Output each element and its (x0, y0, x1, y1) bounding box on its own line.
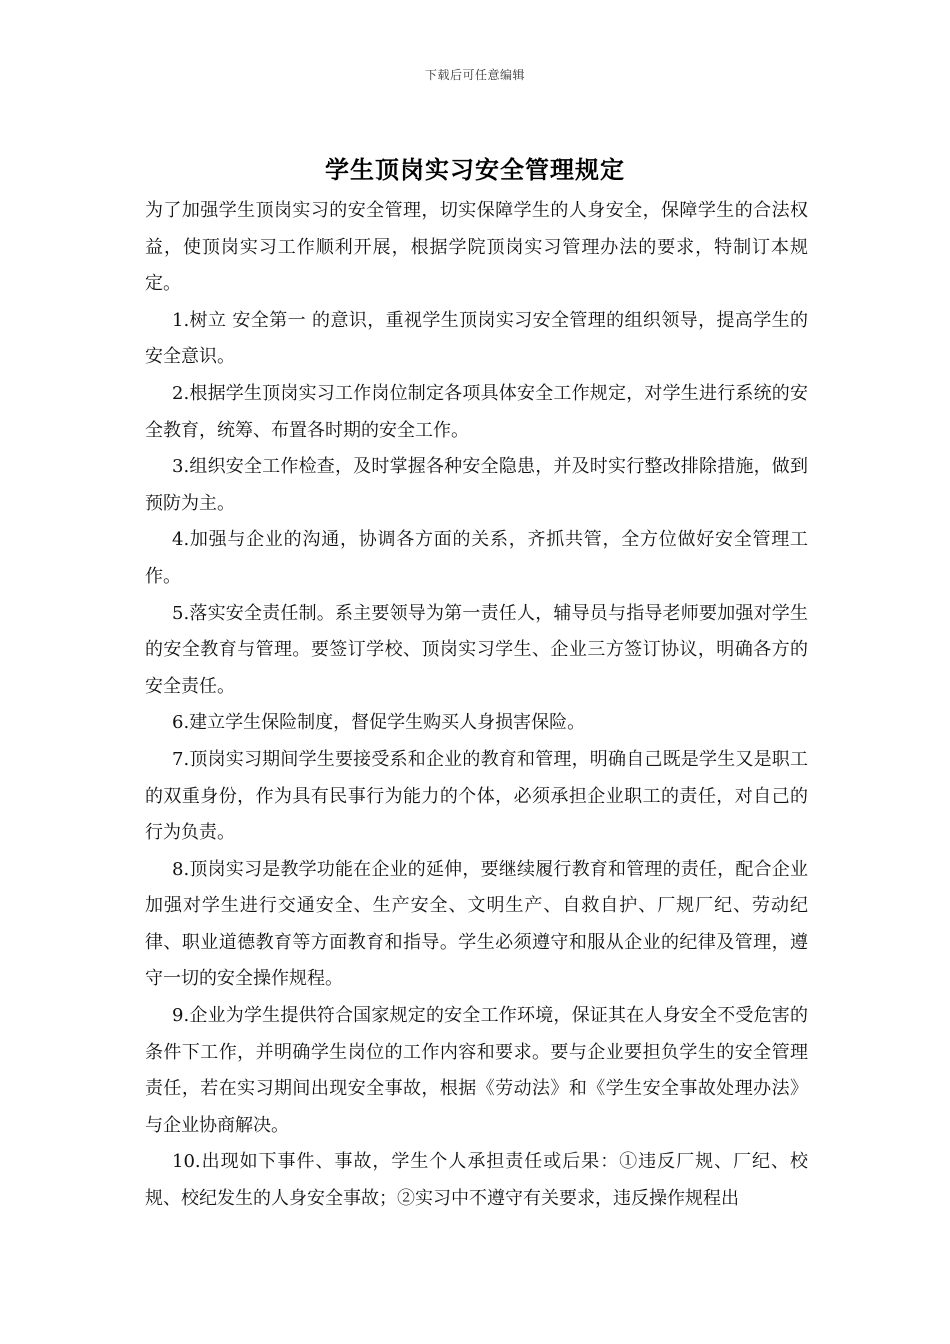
rule-item-10: 10.出现如下事件、事故，学生个人承担责任或后果：①违反厂规、厂纪、校规、校纪发生的人身安全事故；②实习中不遵守有关要求，违反操作规程出 (145, 1151, 808, 1210)
rule-item-3: 3.组织安全工作检查，及时掌握各种安全隐患，并及时实行整改排除措施，做到预防为主。 (145, 456, 808, 514)
rule-item-1: 1.树立 安全第一 的意识，重视学生顶岗实习安全管理的组织领导，提高学生的安全意识。 (145, 309, 808, 368)
rule-item-7: 7.顶岗实习期间学生要接受系和企业的教育和管理，明确自己既是学生又是职工的双重身份，作为具有民事行为能力的个体，必须承担企业职工的责任，对自己的行为负责。 (145, 748, 808, 844)
rule-item-2: 2.根据学生顶岗实习工作岗位制定各项具体安全工作规定，对学生进行系统的安全教育，统筹、布置各时期的安全工作。 (145, 382, 808, 441)
intro-paragraph: 为了加强学生顶岗实习的安全管理，切实保障学生的人身安全，保障学生的合法权益，使顶岗实习工作顺利开展，根据学院顶岗实习管理办法的要求，特制订本规定。 (145, 200, 808, 295)
header-note: 下载后可任意编辑 (424, 68, 525, 82)
rule-item-8: 8.顶岗实习是教学功能在企业的延伸，要继续履行教育和管理的责任，配合企业加强对学生进行交通安全、生产安全、文明生产、自救自护、厂规厂纪、劳动纪律、职业道德教育等方面教育和指导。学生必须遵守和服从企业的纪律及管理，遵守一切的安全操作规程。 (145, 858, 808, 990)
rule-item-5: 5.落实安全责任制。系主要领导为第一责任人，辅导员与指导老师要加强对学生的安全教育与管理。要签订学校、顶岗实习学生、企业三方签订协议，明确各方的安全责任。 (145, 602, 808, 697)
rule-item-6: 6.建立学生保险制度，督促学生购买人身损害保险。 (172, 712, 586, 734)
rule-item-4: 4.加强与企业的沟通，协调各方面的关系，齐抓共管，全方位做好安全管理工作。 (145, 529, 808, 587)
rule-item-9: 9.企业为学生提供符合国家规定的安全工作环境，保证其在人身安全不受危害的条件下工作，并明确学生岗位的工作内容和要求。要与企业要担负学生的安全管理责任，若在实习期间出现安全事故，根据《劳动法》和《学生安全事故处理办法》与企业协商解决。 (145, 1005, 808, 1136)
document-title: 学生顶岗实习安全管理规定 (325, 155, 625, 184)
document-body (145, 193, 808, 1218)
